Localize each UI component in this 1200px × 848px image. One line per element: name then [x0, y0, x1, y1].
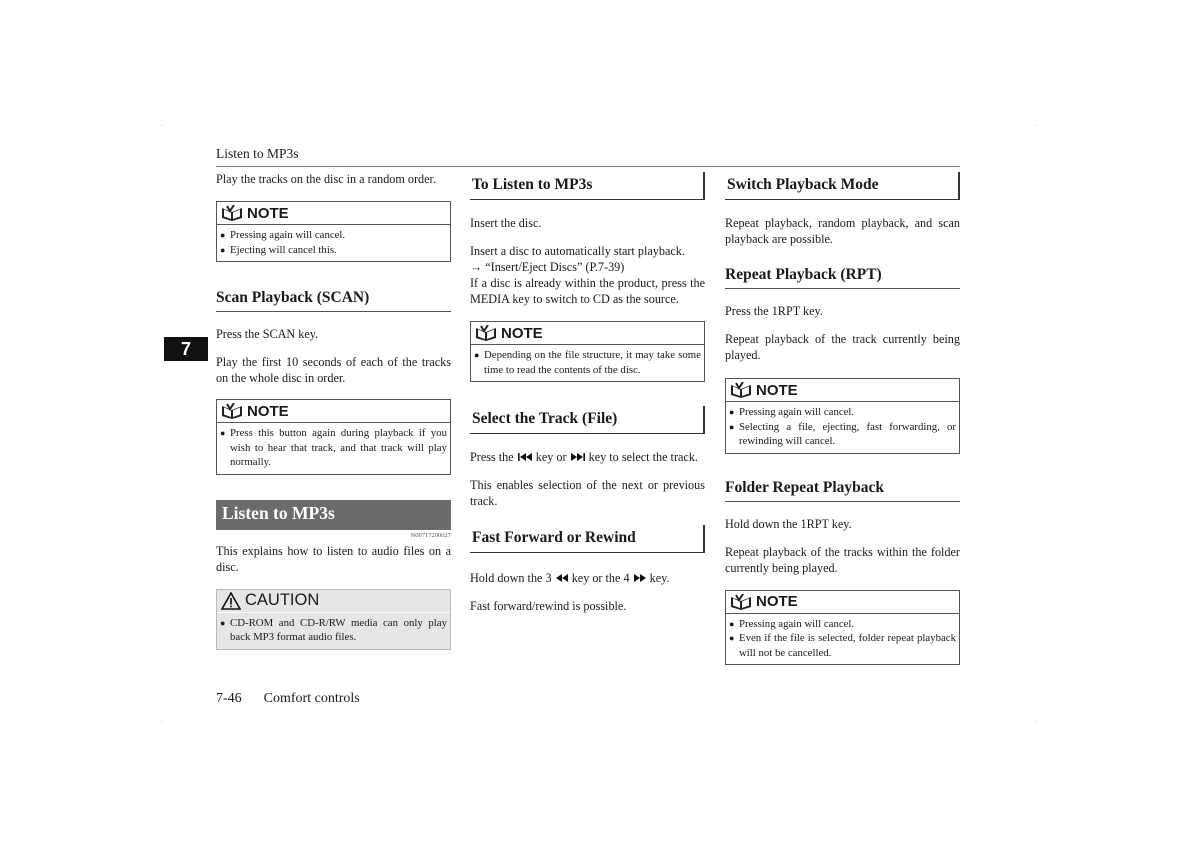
note-item: ● Pressing again will cancel.	[729, 405, 956, 420]
reference-arrow: →	[470, 260, 483, 274]
section-intro-text: This explains how to listen to audio files on a disc.	[216, 543, 451, 574]
note-title: NOTE	[756, 593, 798, 610]
crop-mark: ·	[1034, 718, 1037, 726]
scan-playback-heading: Scan Playback (SCAN)	[216, 289, 451, 312]
note-title: NOTE	[247, 402, 289, 420]
scan-text-2: Play the first 10 seconds of each of the tracks on the whole disc in order.	[216, 355, 451, 385]
column-2	[470, 172, 705, 614]
hold-down-text-a: Hold down the 3	[470, 571, 555, 585]
column-1	[216, 171, 451, 650]
switch-playback-heading: Switch Playback Mode	[725, 172, 960, 200]
fast-forward-icon	[633, 573, 647, 583]
scan-text-1: Press the SCAN key.	[216, 327, 319, 341]
warning-triangle-icon	[221, 592, 241, 610]
note-box	[725, 378, 960, 454]
note-box	[470, 321, 705, 382]
caution-header	[217, 590, 450, 613]
note-header	[217, 202, 450, 225]
media-key-text: If a disc is already within the product, press the MEDIA key to switch to CD as the source.	[470, 276, 705, 306]
note-list	[217, 423, 450, 474]
page-reference: “Insert/Eject Discs” (P.7-39)	[482, 260, 625, 274]
section-code: N00717200027	[410, 531, 451, 539]
crop-mark: ·	[1034, 122, 1037, 130]
note-list	[471, 345, 704, 381]
note-item: ● Pressing again will cancel.	[220, 228, 447, 243]
note-book-icon	[221, 403, 243, 419]
select-track-text-a: Press the	[470, 450, 517, 464]
rewind-icon	[555, 573, 569, 583]
note-item: ● Depending on the file structure, it may take some time to read the contents of the disc.	[474, 348, 701, 377]
selection-text: This enables selection of the next or previous track.	[470, 478, 705, 508]
insert-disc-text: Insert the disc.	[470, 216, 542, 230]
note-header	[726, 379, 959, 402]
note-header	[217, 400, 450, 423]
note-book-icon	[475, 325, 497, 341]
column-3	[725, 172, 960, 665]
folder-repeat-heading: Folder Repeat Playback	[725, 479, 960, 502]
hold-down-text-c: key.	[649, 571, 670, 585]
note-item: ● Ejecting will cancel this.	[220, 243, 447, 258]
to-listen-heading: To Listen to MP3s	[470, 172, 705, 200]
section-heading-listen-mp3: Listen to MP3s	[216, 500, 451, 530]
select-track-heading: Select the Track (File)	[470, 406, 705, 434]
header-rule	[216, 166, 960, 167]
fast-forward-heading: Fast Forward or Rewind	[470, 525, 705, 553]
note-book-icon	[221, 205, 243, 221]
select-track-text-b: key or	[535, 450, 570, 464]
random-playback-text: Play the tracks on the disc in a random order.	[216, 172, 436, 186]
hold-down-text	[470, 570, 705, 586]
footer-section-title: Comfort controls	[263, 691, 360, 706]
page-footer	[216, 691, 360, 707]
page-number: 7-46	[216, 691, 242, 706]
playback-modes-text: Repeat playback, random playback, and scan playback are possible.	[725, 216, 960, 246]
caution-box	[216, 589, 451, 650]
select-track-text-c: key to select the track.	[588, 450, 698, 464]
note-list	[217, 225, 450, 261]
note-list	[726, 614, 959, 665]
note-item: ● Selecting a file, ejecting, fast forwarding, or rewinding will cancel.	[729, 420, 956, 449]
hold-down-text-b: key or the 4	[571, 571, 633, 585]
rpt-key-text: Press the 1RPT key.	[725, 304, 823, 318]
folder-repeat-text: Repeat playback of the tracks within the folder currently being played.	[725, 544, 960, 575]
caution-list	[217, 613, 450, 649]
chapter-tab: 7	[164, 337, 208, 361]
caution-title: CAUTION	[245, 591, 320, 609]
note-box	[725, 590, 960, 666]
note-book-icon	[730, 594, 752, 610]
note-item: ● Pressing again will cancel.	[729, 617, 956, 632]
note-title: NOTE	[756, 381, 798, 399]
note-title: NOTE	[501, 324, 543, 342]
next-track-icon	[570, 452, 586, 462]
fast-forward-text: Fast forward/rewind is possible.	[470, 599, 627, 613]
insert-disc-detail	[470, 243, 705, 307]
note-item: ● Even if the file is selected, folder repeat playback will not be cancelled.	[729, 631, 956, 660]
note-header	[471, 322, 704, 345]
autoplay-text: Insert a disc to automatically start playback.	[470, 244, 685, 258]
note-title: NOTE	[247, 204, 289, 222]
note-box	[216, 399, 451, 475]
note-list	[726, 402, 959, 453]
folder-rpt-key-text: Hold down the 1RPT key.	[725, 516, 852, 531]
running-header: Listen to MP3s	[216, 146, 299, 161]
select-track-text	[470, 449, 705, 465]
repeat-playback-heading: Repeat Playback (RPT)	[725, 266, 960, 289]
crop-mark: ·	[160, 122, 163, 130]
note-item: ● Press this button again during playback if you wish to hear that track, and that track will play normally.	[220, 426, 447, 470]
note-book-icon	[730, 382, 752, 398]
note-header	[726, 591, 959, 614]
previous-track-icon	[517, 452, 533, 462]
crop-mark: ·	[160, 718, 163, 726]
repeat-track-text: Repeat playback of the track currently being played.	[725, 332, 960, 362]
note-box	[216, 201, 451, 262]
caution-item: ● CD-ROM and CD-R/RW media can only play back MP3 format audio files.	[220, 616, 447, 645]
